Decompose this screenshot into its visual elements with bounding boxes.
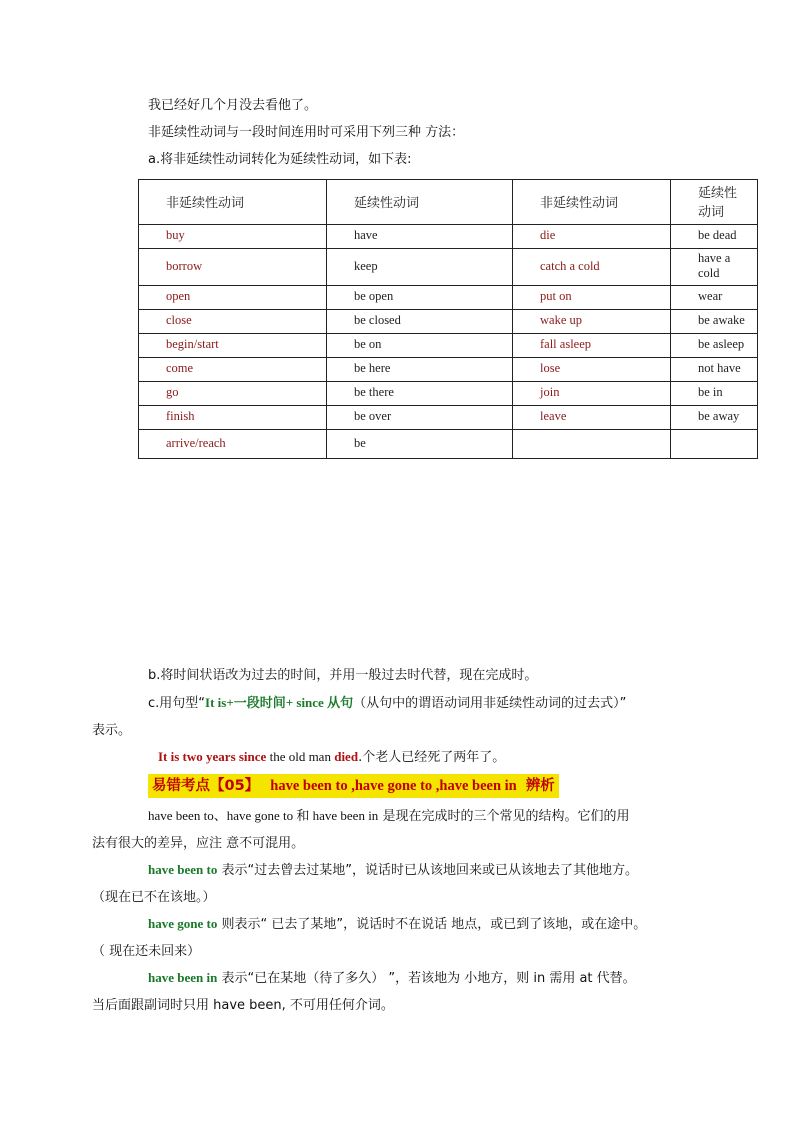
header-nonduration-2: 非延续性动词 (513, 180, 671, 225)
table-cell: borrow (139, 249, 327, 286)
method-b: b.将时间状语改为过去的时间，并用一般过去时代替，现在完成时。 (148, 668, 538, 683)
verb-conversion-table (138, 179, 758, 459)
table-cell: be (327, 430, 513, 459)
para1-cn: 是现在完成时的三个常见的结构。它们的用 (378, 809, 630, 824)
table-cell: buy (139, 225, 327, 249)
table-row (139, 286, 758, 310)
header-duration-2: 延续性动词 (671, 180, 758, 225)
table-cell: finish (139, 406, 327, 430)
table-cell: fall asleep (513, 334, 671, 358)
paragraph-3 (92, 910, 700, 965)
table-cell: be away (671, 406, 758, 430)
table-row (139, 382, 758, 406)
table-row (139, 358, 758, 382)
intro-line-1: 我已经好几个月没去看他了。 (148, 98, 318, 113)
para2-line2: （现在已不在该地。） (92, 890, 216, 905)
table-cell (513, 430, 671, 459)
table-cell: be over (327, 406, 513, 430)
table-row (139, 310, 758, 334)
table-cell: be on (327, 334, 513, 358)
example-verb: died (334, 749, 359, 764)
section-label: 易错考点【05】 (152, 778, 260, 794)
table-row (139, 430, 758, 459)
table-header-row (139, 180, 758, 225)
table-cell: come (139, 358, 327, 382)
section-topic: have been to ,have gone to ,have been in (270, 778, 517, 794)
table-cell: be dead (671, 225, 758, 249)
table-cell: be in (671, 382, 758, 406)
table-cell: wake up (513, 310, 671, 334)
table-cell: be there (327, 382, 513, 406)
example-translation: .个老人已经死了两年了。 (358, 750, 506, 765)
table-cell: keep (327, 249, 513, 286)
header-nonduration-1: 非延续性动词 (139, 180, 327, 225)
method-c-tail: 表示。 (92, 723, 132, 738)
table-cell: open (139, 286, 327, 310)
table-cell: join (513, 382, 671, 406)
method-c-pattern: It is+一段时间+ since 从句 (205, 695, 354, 710)
para1-line2: 法有很大的差异，应注 意不可混用。 (92, 836, 305, 851)
para1-en: have been to、have gone to 和 have been in (148, 808, 379, 823)
example-mid: the old man (266, 749, 335, 764)
table-cell: be asleep (671, 334, 758, 358)
section-heading (148, 774, 559, 798)
table-cell: put on (513, 286, 671, 310)
para2-term: have been to (148, 862, 218, 877)
para4-text: 表示“已在某地（待了多久） ”，若该地为 小地方，则 in 需用 at 代替。 (217, 971, 636, 986)
example-sentence (158, 743, 728, 771)
table-cell: be closed (327, 310, 513, 334)
table-row (139, 225, 758, 249)
para3-text: 则表示“ 已去了某地”，说话时不在说话 地点，或已到了该地，或在途中。 (217, 917, 647, 932)
table-cell: begin/start (139, 334, 327, 358)
table-cell: wear (671, 286, 758, 310)
intro-line-2: 非延续性动词与一段时间连用时可采用下列三种 方法： (148, 125, 465, 140)
method-c-prefix: c.用句型“ (148, 696, 206, 711)
method-c (92, 689, 680, 744)
table-cell: lose (513, 358, 671, 382)
table-cell: have (327, 225, 513, 249)
table-cell: be here (327, 358, 513, 382)
table-cell: be open (327, 286, 513, 310)
paragraph-1 (92, 802, 700, 857)
header-duration-1: 延续性动词 (327, 180, 513, 225)
table-cell: die (513, 225, 671, 249)
intro-line-3: a.将非延续性动词转化为延续性动词，如下表: (148, 152, 412, 167)
section-suffix: 辨析 (525, 778, 555, 794)
table-cell: arrive/reach (139, 430, 327, 459)
table-cell (671, 430, 758, 459)
para4-line2: 当后面跟副词时只用 have been, 不可用任何介词。 (92, 998, 394, 1013)
table-row (139, 249, 758, 286)
table-cell: catch a cold (513, 249, 671, 286)
para4-term: have been in (148, 970, 218, 985)
table-cell: have a cold (671, 249, 758, 286)
paragraph-4 (92, 964, 700, 1019)
table-cell: go (139, 382, 327, 406)
para3-line2: （ 现在还未回来） (92, 944, 201, 959)
table-cell: be awake (671, 310, 758, 334)
method-c-note: （从句中的谓语动词用非延续性动词的过去式）” (353, 696, 627, 711)
para3-term: have gone to (148, 916, 218, 931)
para2-text: 表示“过去曾去过某地”，说话时已从该地回来或已从该地去了其他地方。 (217, 863, 638, 878)
example-lead: It is two years since (158, 749, 267, 764)
table-cell: close (139, 310, 327, 334)
table-row (139, 406, 758, 430)
table-row (139, 334, 758, 358)
table-cell: not have (671, 358, 758, 382)
paragraph-2 (92, 856, 700, 911)
table-cell: leave (513, 406, 671, 430)
